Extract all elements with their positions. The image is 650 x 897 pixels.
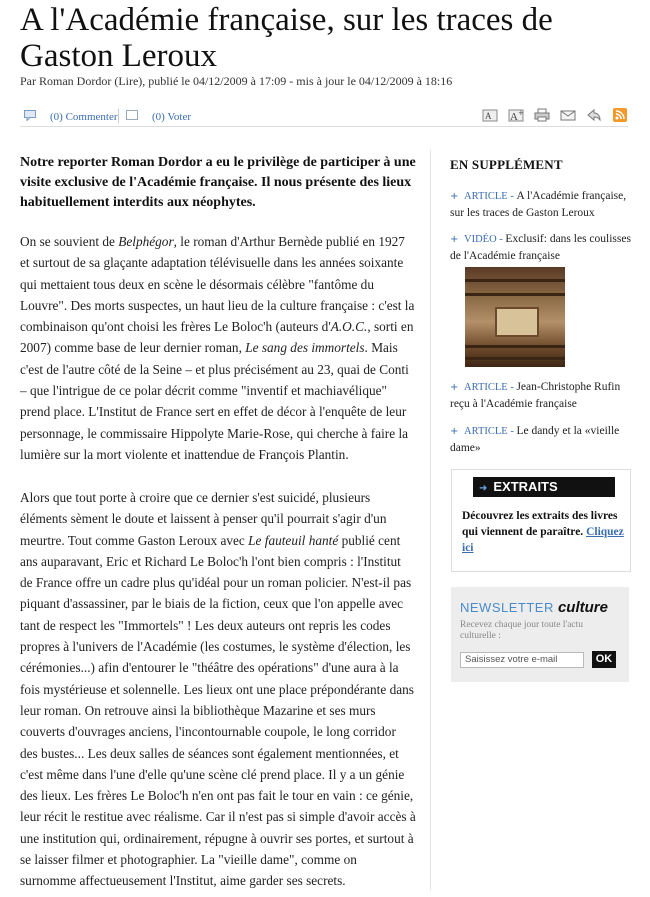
extraits-link[interactable]: Cliquez ici [462,526,624,554]
toolbar-divider [118,109,119,123]
newsletter-description: Recevez chaque jour toute l'actu culturelle : [460,620,584,641]
article-paragraph-2: Alors que tout porte à croire que ce dernier s'est suicidé, plusieurs éléments sèment le doute et laissent à penser qu'il pourrait s'agir d'un meurtre. Tout comme Gaston Leroux avec Le fauteuil hanté publié cent ans auparavant, Eric et Richard Le Boloc'h l'ont bien compris : l'Institut de France offre un cadre plus qu'idéal pour un roman policier. N'est-il pas piquant d'assassiner, par le biais de la fiction, ceux que l'on appelle avec tant de respect les "Immortels" ! Les deux auteurs ont repris les codes propres à l'univers de l'Académie (les costumes, le système d'élection, les cérémonies...) afin d'entourer le "théâtre des opérations" d'une aura à la fois mystérieuse et solennelle. Les lieux ont une place prépondérante dans leur roman. On retrouve ainsi la bibliothèque Mazarine et ses murs couverts d'ouvrages anciens, l'incontournable coupole, le long corridor des bustes... Les deux salles de séances sont également mentionnées, et c'est même dans l'une d'elle qu'une scène clé prend place. Il y a un génie des lieux. Les frères Le Boloc'h n'en ont pas fait le tour en vain : ce génie, leur récit le restitue avec réalisme. Car il n'est pas si simple d'avoir accès à une institution qui, ordinairement, répugne à ouvrir ses portes, et surtout à se laisser filmer et photographier. La "vieille dame", comme on surnomme affectueusement l'Institut, aime garder ses secrets. [20,490,416,889]
plus-icon: + [450,382,459,393]
comment-icon [24,110,38,121]
font-increase-icon[interactable] [508,107,524,123]
newsletter-box [451,587,629,682]
video-thumbnail[interactable] [465,267,565,367]
plus-icon: + [450,191,459,202]
share-icon[interactable] [586,107,602,123]
book-title-belphegor: Belphégor [118,234,174,249]
svg-text:A: A [485,111,492,121]
page-title: A l'Académie française, sur les traces de Gaston Leroux [20,2,553,74]
newsletter-title: NEWSLETTER culture [460,599,608,616]
comment-label: (0) Commenter [50,111,118,123]
toolbar-icons [476,107,628,125]
sidebar-heading: EN SUPPLÉMENT [450,157,563,172]
article-toolbar [20,106,628,127]
vote-link[interactable] [126,110,191,123]
book-title-sang-des-immortels: Le sang des immortels [245,340,365,356]
plus-icon: + [450,426,459,437]
comment-link[interactable] [24,110,118,123]
newsletter-ok-button[interactable]: OK [592,651,616,668]
article-paragraph-1: On se souvient de Belphégor, le roman d'Arthur Bernède publié en 1927 et surtout de sa glaçante adaptation télévisuelle dans les années soixante qui mettaient tous deux en scène le désormais célèbre "fantôme du Louvre". Des morts suspectes, un haut lieu de la culture française : c'est la combinaison qu'ont choisi les frères Le Boloc'h (auteurs d'A.O.C., sorti en 2007) comme base de leur dernier roman, Le sang des immortels. Mais c'est de l'autre côté de la Seine – et plus précisément au 23, quai de Conti – que l'intrigue de ce polar décrit comme "inventif et machiavélique" prend place. L'Institut de France sert en effet de décor à l'enquête de leur personnage, le commissaire Hippolyte Marie-Rose, qui cherche à faire la lumière sur la mort violente et inattendue de François Plantin. [20,234,415,462]
book-title-aoc: A.O.C. [330,319,368,335]
svg-text:A: A [510,111,518,123]
arrow-right-icon: ➜ [479,483,488,494]
sidebar-item-4[interactable]: + ARTICLE - Le dandy et la «vieille dame» [450,425,620,454]
column-divider [430,150,431,890]
book-title-fauteuil-hante: Le fauteuil hanté [248,532,339,548]
byline: Par Roman Dordor (Lire), publié le 04/12/2009 à 17:09 - mis à jour le 04/12/2009 à 18:16 [20,74,453,88]
vote-label: (0) Voter [152,111,192,123]
sidebar-item-1[interactable]: + ARTICLE - A l'Académie française, sur les traces de Gaston Leroux [450,190,627,219]
extraits-box [451,469,631,572]
email-icon[interactable] [560,107,576,123]
svg-text:+: + [518,109,524,117]
newsletter-email-input[interactable]: Saisissez votre e-mail [460,652,584,668]
vote-icon [126,110,140,121]
rss-icon[interactable] [612,107,628,123]
plus-icon: + [450,234,459,245]
extraits-label[interactable]: ➜ EXTRAITS [473,477,615,497]
print-icon[interactable] [534,107,550,123]
sidebar-item-3[interactable]: + ARTICLE - Jean-Christophe Rufin reçu à l'Académie française [450,381,621,410]
culture-logo: culture [557,599,608,616]
font-decrease-icon[interactable] [482,107,498,123]
article-lead: Notre reporter Roman Dordor a eu le privilège de participer à une visite exclusive de l'Académie française. Il nous présente des lieux habituellement interdits aux néophytes. [20,155,416,210]
extraits-description: Découvrez les extraits des livres qui viennent de paraître. Cliquez ici [462,510,624,554]
sidebar-item-2[interactable]: + VIDÉO - Exclusif: dans les coulisses de l'Académie française [450,233,631,262]
